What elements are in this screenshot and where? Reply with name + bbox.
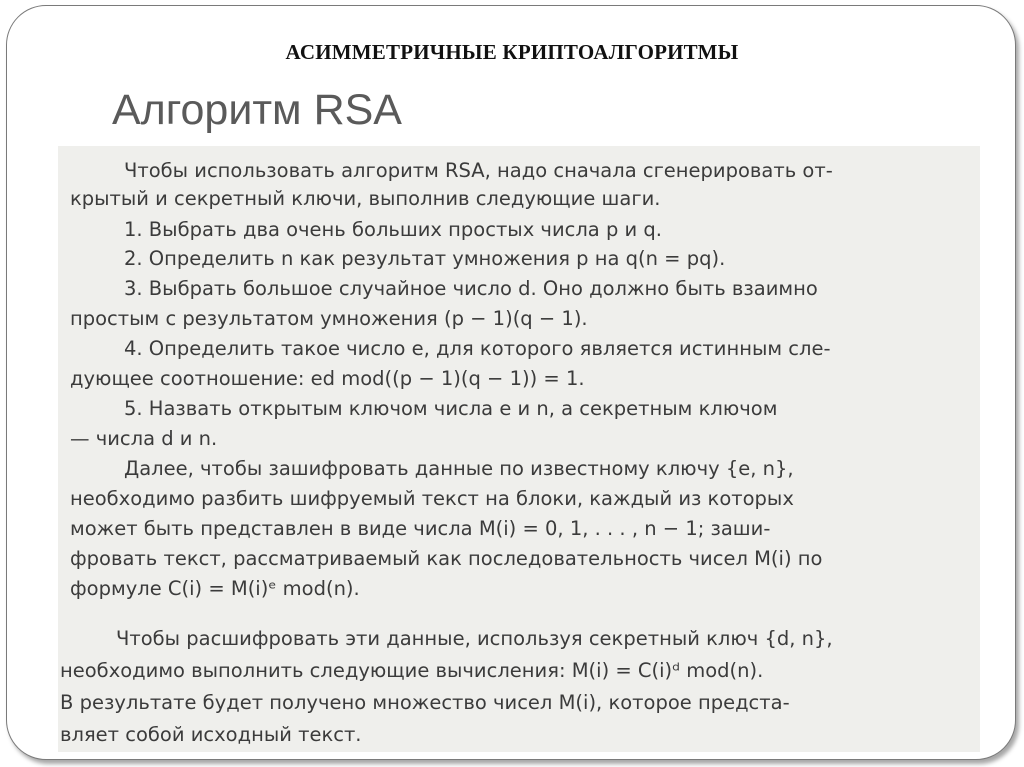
- text-line: 2. Определить n как результат умножения p на q(n = pq).: [124, 247, 726, 270]
- text-line: фровать текст, рассматриваемый как последовательность чисел M(i) по: [70, 547, 823, 570]
- text-line: 5. Назвать открытым ключом числа e и n, а секретным ключом: [124, 397, 778, 420]
- text-line: 4. Определить такое число е, для которого является истинным сле-: [124, 337, 831, 360]
- text-line: простым с результатом умножения (p − 1)(q − 1).: [70, 307, 588, 330]
- text-line: Чтобы использовать алгоритм RSA, надо сначала сгенерировать от-: [124, 159, 833, 182]
- text-line: Чтобы расшифровать эти данные, используя секретный ключ {d, n},: [116, 627, 833, 650]
- text-line: 3. Выбрать большое случайное число d. Оно должно быть взаимно: [124, 277, 818, 300]
- text-line: формуле C(i) = M(i)ᵉ mod(n).: [70, 577, 360, 600]
- slide-title: Алгоритм RSA: [112, 86, 402, 134]
- text-line: крытый и секретный ключи, выполнив следующие шаги.: [70, 187, 661, 210]
- text-line: Далее, чтобы зашифровать данные по известному ключу {e, n},: [124, 457, 794, 480]
- section-header: АСИММЕТРИЧНЫЕ КРИПТОАЛГОРИТМЫ: [285, 40, 739, 64]
- text-line: В результате будет получено множество чисел M(i), которое предста-: [60, 691, 790, 714]
- text-line: вляет собой исходный текст.: [60, 723, 362, 746]
- text-line: — числа d и n.: [70, 427, 218, 450]
- text-line: 1. Выбрать два очень больших простых числа p и q.: [124, 218, 662, 241]
- text-line: необходимо выполнить следующие вычисления: M(i) = C(i)ᵈ mod(n).: [60, 659, 764, 682]
- scanned-page: [58, 146, 980, 752]
- text-line: необходимо разбить шифруемый текст на блоки, каждый из которых: [70, 487, 794, 510]
- text-line: может быть представлен в виде числа M(i) = 0, 1, . . . , n − 1; заши-: [70, 517, 771, 540]
- text-line: дующее соотношение: ed mod((p − 1)(q − 1)) = 1.: [70, 367, 585, 390]
